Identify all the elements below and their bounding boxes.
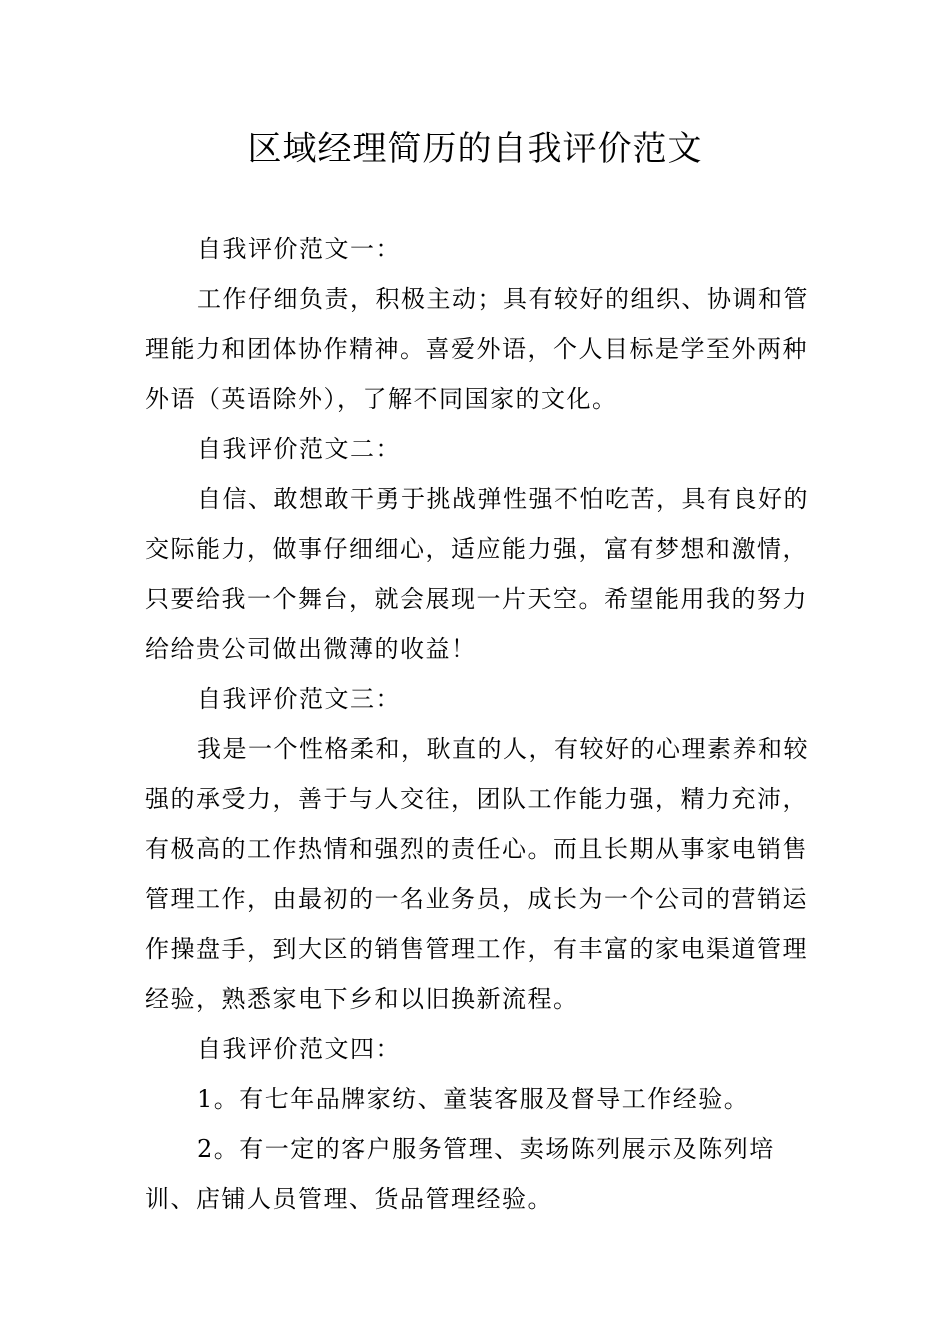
document-title: 区域经理简历的自我评价范文 xyxy=(247,129,703,169)
section-heading-2: 自我评价范文二： xyxy=(197,435,401,463)
paragraph-1: 工作仔细负责，积极主动；具有较好的组织、协调和管理能力和团体协作精神。喜爱外语，个人目标是学至外两种外语（英语除外），了解不同国家的文化。 xyxy=(145,285,809,413)
document-body xyxy=(145,224,815,1224)
paragraph-3: 我是一个性格柔和，耿直的人，有较好的心理素养和较强的承受力，善于与人交往，团队工作能力强，精力充沛，有极高的工作热情和强烈的责任心。而且长期从事家电销售管理工作，由最初的一名业务员，成长为一个公司的营销运作操盘手，到大区的销售管理工作，有丰富的家电渠道管理经验，熟悉家电下乡和以旧换新流程。 xyxy=(145,735,809,1013)
list-item-2: 2。有一定的客户服务管理、卖场陈列展示及陈列培训、店铺人员管理、货品管理经验。 xyxy=(145,1135,775,1213)
section-heading-3: 自我评价范文三： xyxy=(197,685,401,713)
list-item-1: 1。有七年品牌家纺、童装客服及督导工作经验。 xyxy=(197,1085,750,1113)
section-heading-1: 自我评价范文一： xyxy=(197,235,401,263)
paragraph-2: 自信、敢想敢干勇于挑战弹性强不怕吃苦，具有良好的交际能力，做事仔细细心，适应能力强，富有梦想和激情，只要给我一个舞台，就会展现一片天空。希望能用我的努力给给贵公司做出微薄的收益！ xyxy=(145,485,809,663)
section-heading-4: 自我评价范文四： xyxy=(197,1035,401,1063)
